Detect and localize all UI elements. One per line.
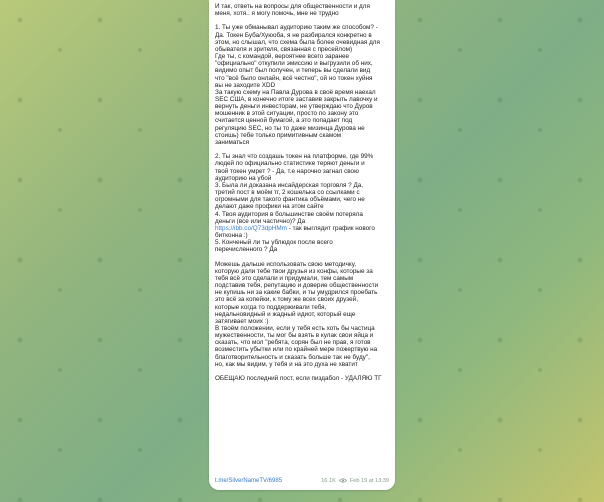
message-line: недальновидный и жадный идиот, который еще	[215, 310, 356, 318]
message-line: не купишь ни за какие бабки, и ты умудрился проебать	[215, 289, 378, 297]
message-line: видимо опыт был получен, и теперь вы сделали вид	[215, 67, 371, 75]
message-text	[215, 3, 389, 382]
message-line: обывателя и зрителя, связанная с пресейлом)	[215, 45, 353, 53]
link-suffix: - так выглядит график нового	[286, 224, 375, 232]
message-bubble	[209, 0, 395, 490]
message-line: "официально" откупили эмиссию и выгрузили об них,	[215, 60, 373, 68]
message-line: 1. Ты уже обманывал аудиторию таким же способом? -	[215, 24, 378, 32]
message-line: этом, но слышал, что схема была более очевидная для	[215, 38, 380, 46]
message-line: сказать, что мол "ребята, сорян был не прав, я готов	[215, 339, 371, 347]
message-date: Feb 19 at 13:39	[349, 477, 389, 484]
message-line: вернуть деньги инвесторам, не утверждаю что Дуров	[215, 103, 373, 111]
message-line: перечисленного ? Да	[215, 246, 278, 254]
message-line: возместить убытки или по крайней мере пожертвую на	[215, 346, 378, 354]
message-meta	[321, 478, 389, 484]
message-line: 4. Твоя аудитория в большинстве своём потеряла	[215, 210, 363, 218]
source-link[interactable]: t.me/SilverNameTV/6985	[215, 477, 283, 484]
message-line: твой токен умрет ? - Да, т.е нарочно загнал свою	[215, 167, 359, 175]
message-line: SEC США, в конечно итоге заставив закрыть лавочку и	[215, 96, 378, 104]
message-line: 5. Конченый ли ты ублюдок после всего	[215, 239, 333, 247]
message-line: вы не заходите XDD	[215, 81, 276, 89]
message-line: битконна :)	[215, 231, 248, 239]
message-line: меня, хотя.. я могу помочь, мне не трудно	[215, 10, 339, 18]
message-line	[215, 146, 389, 153]
message-line: аудиторию на убой	[215, 174, 272, 182]
message-line: Можешь дальше использовать свою методичку,	[215, 260, 357, 268]
message-line: третий пост в моём тг, 2 кошелька со ссылками с	[215, 189, 360, 197]
message-line: И так, ответь на вопросы для общественности и для	[215, 3, 370, 10]
message-line: затягивает моих :)	[215, 317, 269, 325]
message-line: огромными для такого фантика объёмами, чего не	[215, 196, 365, 204]
message-line: регуляцию SEC, но ты то даже мизинца Дурова не	[215, 124, 365, 132]
message-line: что "всё было онлайн, всё честно", ой но токен хуйня	[215, 74, 373, 82]
message-line: подставив тебя, репутацию и доверие общественности	[215, 282, 379, 290]
message-line: За такую схему на Павла Дурова в своё время наехал	[215, 88, 376, 96]
message-line: благотворительность и сказать больше так не буду",	[215, 353, 370, 361]
message-line: деньги (все или частично)? Да	[215, 217, 306, 225]
message-line-link	[215, 225, 389, 232]
message-line: людей по официально статистике теряют деньги и	[215, 160, 365, 168]
message-line: 3. Была ли доказана инсайдерская торговля ? Да,	[215, 181, 364, 189]
message-line: которые когда то поддерживали тебя,	[215, 303, 327, 311]
message-line: заниматься	[215, 138, 250, 146]
view-count: 16.1K	[321, 477, 336, 484]
message-line: которую дали тебе твои друзья из конфы, которые за	[215, 267, 373, 275]
message-line: стоишь) тебе только примитивным скамом	[215, 131, 342, 139]
message-line: это всё за копейки, к тому же всех своих друзей,	[215, 296, 358, 304]
message-footer	[215, 476, 389, 485]
message-line: Да. Токен Буба/Хуюоба, я не разбирался конкретно в	[215, 31, 372, 39]
message-line: но, как мы видим, у тебя и на это духа не хватит	[215, 360, 358, 368]
message-line: 2. Ты знал что создашь токен на платформе, где 99%	[215, 153, 374, 161]
message-line: тебя всё это сделали и придумали, тем самым	[215, 274, 354, 282]
message-line: Где ты, с командой, вероятнее всего заранее	[215, 53, 350, 61]
message-line: считается ценной бумагой, а это попадает под	[215, 117, 353, 125]
message-line: делают даже профики на этом сайте	[215, 203, 324, 211]
message-line: ОБЕЩАЮ последний пост, если пиздабол - УДАЛЯЮ ТГ	[215, 375, 382, 383]
image-link[interactable]: https://ibb.co/Q73dpHMm	[215, 224, 287, 232]
message-line	[215, 368, 389, 375]
message-line: В твоём положении, если у тебя есть хоть бы частица	[215, 324, 375, 332]
message-line: мужественности, ты мог бы взять в кулак свои яйца и	[215, 332, 374, 340]
eye-icon	[339, 478, 347, 483]
message-line	[215, 253, 389, 260]
message-line: мошенник в этой ситуации, просто по закону это	[215, 110, 359, 118]
